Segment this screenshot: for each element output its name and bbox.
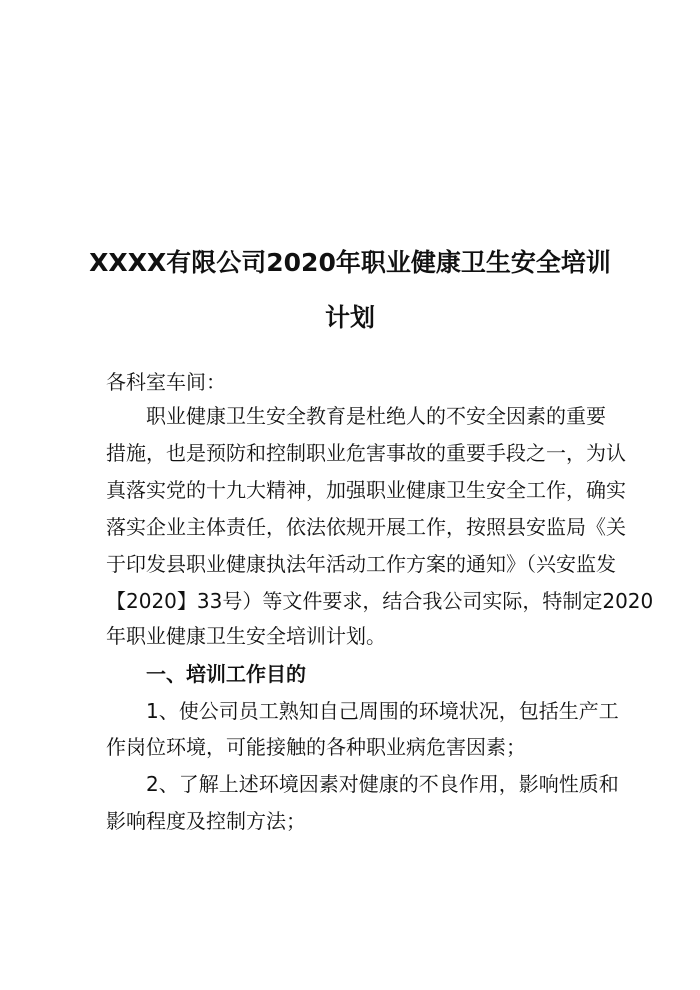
paragraph-line: 真落实党的十九大精神，加强职业健康卫生安全工作，确实 [106,478,626,502]
paragraph-line: 措施，也是预防和控制职业危害事故的重要手段之一，为认 [106,441,626,465]
document-title-line-2: 计划 [324,303,375,332]
list-item-line: 1、使公司员工熟知自己周围的环境状况，包括生产工 [146,699,619,723]
list-item-line: 2、了解上述环境因素对健康的不良作用，影响性质和 [146,772,619,796]
list-item-line: 影响程度及控制方法； [106,809,306,833]
list-item-line: 作岗位环境，可能接触的各种职业病危害因素； [106,735,526,759]
paragraph-line: 职业健康卫生安全教育是杜绝人的不安全因素的重要 [146,404,606,428]
salutation: 各科室车间： [106,370,226,394]
paragraph-line: 【2020】33号）等文件要求，结合我公司实际，特制定2020 [106,589,654,613]
section-heading: 一、培训工作目的 [146,662,306,686]
paragraph-line: 落实企业主体责任，依法依规开展工作，按照县安监局《关 [106,515,626,539]
paragraph-line: 年职业健康卫生安全培训计划。 [106,624,386,648]
paragraph-line: 于印发县职业健康执法年活动工作方案的通知》（兴安监发 [106,552,616,576]
document-title-line-1: XXXX有限公司2020年职业健康卫生安全培训 [89,248,611,277]
